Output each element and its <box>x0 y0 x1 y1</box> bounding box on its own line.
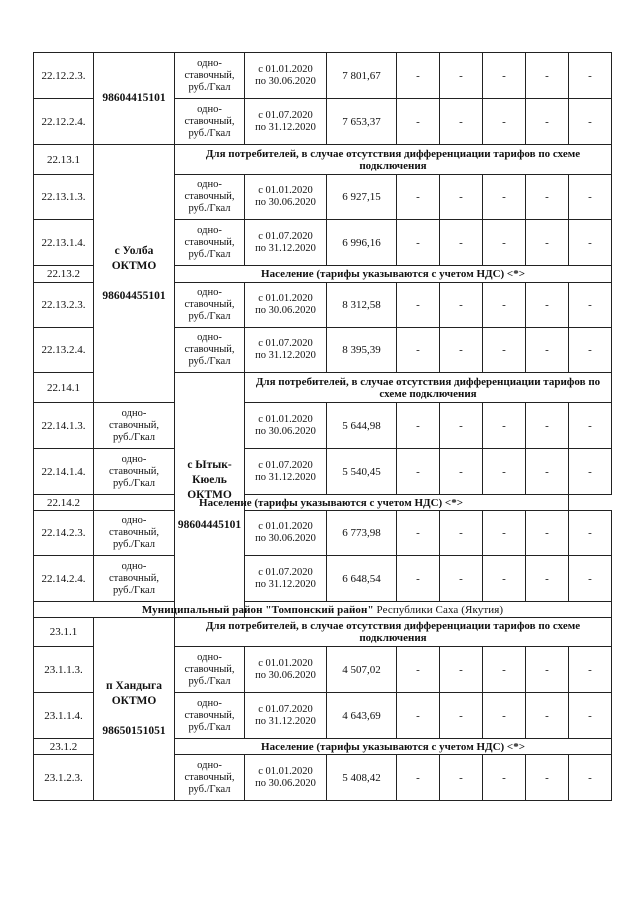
tariff-value: 6 996,16 <box>327 220 397 266</box>
unit-cell-line: руб./Гкал <box>188 675 231 687</box>
period-cell-line: с 01.01.2020 <box>258 657 313 669</box>
unit-cell <box>94 511 175 556</box>
unit-cell-line: ставочный, <box>184 69 235 81</box>
period-cell-line: с 01.07.2020 <box>258 703 313 715</box>
tariff-table-body <box>34 53 612 801</box>
row-code: 22.12.2.3. <box>34 53 94 99</box>
empty-dash-cell: - <box>483 556 526 602</box>
period-cell <box>245 220 327 266</box>
tariff-value: 6 648,54 <box>327 556 397 602</box>
period-cell-line: по 30.06.2020 <box>255 75 316 87</box>
tariff-value: 6 927,15 <box>327 175 397 220</box>
empty-dash-cell: - <box>483 755 526 801</box>
empty-dash-cell: - <box>440 220 483 266</box>
empty-dash-cell: - <box>526 328 569 373</box>
empty-dash-cell: - <box>526 511 569 556</box>
settlement-cell-line: 98604455101 <box>102 289 166 302</box>
empty-dash-cell: - <box>397 175 440 220</box>
empty-dash-cell: - <box>440 647 483 693</box>
period-cell <box>245 403 327 449</box>
period-cell <box>245 53 327 99</box>
table-row <box>34 511 612 556</box>
settlement-cell-line <box>96 274 172 289</box>
period-cell-line: по 31.12.2020 <box>255 242 316 254</box>
empty-dash-cell: - <box>440 99 483 145</box>
period-cell-line: с 01.07.2020 <box>258 230 313 242</box>
empty-dash-cell: - <box>526 556 569 602</box>
row-code: 22.14.2.3. <box>34 511 94 556</box>
unit-cell-line: руб./Гкал <box>188 311 231 322</box>
empty-dash-cell: - <box>483 220 526 266</box>
period-cell <box>245 556 327 602</box>
settlement-cell-line: 98650151051 <box>102 725 166 737</box>
unit-cell <box>175 693 245 739</box>
unit-cell <box>94 556 175 602</box>
period-cell <box>245 755 327 801</box>
unit-cell-line: одно- <box>197 287 222 298</box>
municipal-district-name: Муниципальный район "Томпонский район" <box>141 603 374 616</box>
empty-dash-cell: - <box>397 99 440 145</box>
group-header: Для потребителей, в случае отсутствия дифференциации тарифов по схеме подключения <box>245 373 612 403</box>
period-cell-line: по 31.12.2020 <box>255 350 316 361</box>
settlement-cell-line: Кюель <box>192 473 227 486</box>
period-cell-line: по 31.12.2020 <box>255 471 316 483</box>
empty-dash-cell: - <box>526 175 569 220</box>
row-code: 23.1.1 <box>34 618 94 647</box>
empty-dash-cell: - <box>397 403 440 449</box>
unit-cell-line: ставочный, <box>184 236 235 248</box>
empty-dash-cell: - <box>483 99 526 145</box>
unit-cell-line: одно- <box>197 57 222 69</box>
empty-dash-cell: - <box>569 175 612 220</box>
empty-dash-cell: - <box>483 511 526 556</box>
empty-dash-cell: - <box>440 449 483 495</box>
empty-dash-cell: - <box>397 755 440 801</box>
period-cell <box>245 449 327 495</box>
settlement-cell-line: ОКТМО <box>187 488 232 501</box>
empty-dash-cell: - <box>440 53 483 99</box>
unit-cell <box>175 99 245 145</box>
empty-dash-cell: - <box>440 693 483 739</box>
municipal-region-name: Республики Саха (Якутия) <box>373 603 504 616</box>
settlement-cell-line: 98604445101 <box>177 518 242 531</box>
period-cell-line: с 01.07.2020 <box>258 566 313 578</box>
empty-dash-cell: - <box>569 328 612 373</box>
empty-dash-cell: - <box>483 403 526 449</box>
period-cell-line: с 01.01.2020 <box>258 413 313 425</box>
empty-dash-cell: - <box>397 283 440 328</box>
group-header: Для потребителей, в случае отсутствия дифференциации тарифов по схеме подключения <box>175 145 612 175</box>
period-cell <box>245 647 327 693</box>
empty-dash-cell: - <box>569 556 612 602</box>
unit-cell-line: ставочный, <box>108 419 160 431</box>
empty-dash-cell: - <box>526 53 569 99</box>
row-code: 22.12.2.4. <box>34 99 94 145</box>
settlement-cell-line <box>96 709 172 724</box>
tariff-table <box>33 52 612 801</box>
unit-cell-line: руб./Гкал <box>112 431 156 443</box>
row-code: 22.14.2.4. <box>34 556 94 602</box>
unit-cell <box>175 175 245 220</box>
unit-cell <box>94 403 175 449</box>
unit-cell-line: одно- <box>197 332 222 343</box>
row-code: 22.13.1 <box>34 145 94 175</box>
unit-cell-line: руб./Гкал <box>188 721 231 733</box>
tariff-value: 7 653,37 <box>327 99 397 145</box>
empty-dash-cell: - <box>569 647 612 693</box>
row-code: 22.14.1 <box>34 373 94 403</box>
unit-cell-line: одно- <box>197 651 222 663</box>
tariff-value: 5 644,98 <box>327 403 397 449</box>
unit-cell-line: ставочный, <box>184 709 235 721</box>
unit-cell <box>175 328 245 373</box>
unit-cell-line: одно- <box>121 560 147 572</box>
unit-cell-line: ставочный, <box>108 572 160 584</box>
unit-cell-line: руб./Гкал <box>112 539 156 550</box>
empty-dash-cell: - <box>569 283 612 328</box>
row-code: 23.1.1.3. <box>34 647 94 693</box>
unit-cell-line: одно- <box>121 515 147 526</box>
row-code: 22.13.2.3. <box>34 283 94 328</box>
tariff-value: 4 507,02 <box>327 647 397 693</box>
settlement-cell-line: с Ытык- <box>187 458 232 471</box>
empty-dash-cell: - <box>397 647 440 693</box>
table-row <box>34 602 612 618</box>
empty-dash-cell: - <box>526 647 569 693</box>
unit-cell <box>175 220 245 266</box>
empty-dash-cell: - <box>397 556 440 602</box>
empty-dash-cell: - <box>397 220 440 266</box>
empty-dash-cell: - <box>526 283 569 328</box>
settlement-cell-line: ОКТМО <box>111 695 157 707</box>
empty-dash-cell: - <box>483 283 526 328</box>
period-cell-line: по 31.12.2020 <box>255 121 316 133</box>
table-row <box>34 53 612 99</box>
period-cell <box>245 511 327 556</box>
empty-dash-cell: - <box>569 511 612 556</box>
unit-cell-line: ставочный, <box>184 771 235 783</box>
table-row <box>34 495 612 511</box>
unit-cell-line: ставочный, <box>108 465 160 477</box>
period-cell <box>245 283 327 328</box>
empty-dash-cell: - <box>397 53 440 99</box>
period-cell-line: по 30.06.2020 <box>255 425 316 437</box>
row-code: 22.13.1.3. <box>34 175 94 220</box>
table-row <box>34 145 612 175</box>
unit-cell-line: одно- <box>197 697 222 709</box>
unit-cell-line: руб./Гкал <box>112 477 156 489</box>
empty-dash-cell: - <box>526 220 569 266</box>
period-cell-line: с 01.07.2020 <box>258 109 313 121</box>
settlement-cell-line: п Хандыга <box>106 680 162 692</box>
table-row <box>34 618 612 647</box>
row-code: 22.13.2.4. <box>34 328 94 373</box>
empty-dash-cell: - <box>483 449 526 495</box>
unit-cell-line: руб./Гкал <box>112 584 156 596</box>
unit-cell-line: ставочный, <box>184 344 235 355</box>
period-cell-line: по 31.12.2020 <box>255 715 316 727</box>
group-header: Население (тарифы указываются с учетом НДС) <*> <box>94 495 569 511</box>
period-cell-line: с 01.07.2020 <box>258 338 313 349</box>
period-cell-line: по 30.06.2020 <box>255 305 316 316</box>
empty-dash-cell: - <box>483 647 526 693</box>
empty-dash-cell: - <box>440 556 483 602</box>
unit-cell <box>175 53 245 99</box>
unit-cell-line: руб./Гкал <box>188 203 231 214</box>
group-header: Население (тарифы указываются с учетом НДС) <*> <box>175 739 612 755</box>
row-code: 22.14.2 <box>34 495 94 511</box>
empty-dash-cell: - <box>440 511 483 556</box>
unit-cell-line: ставочный, <box>108 527 160 538</box>
unit-cell-line: ставочный, <box>184 115 235 127</box>
row-code: 22.14.1.4. <box>34 449 94 495</box>
table-row <box>34 403 612 449</box>
tariff-value: 5 408,42 <box>327 755 397 801</box>
unit-cell <box>175 647 245 693</box>
empty-dash-cell: - <box>526 449 569 495</box>
period-cell-line: по 31.12.2020 <box>255 578 316 590</box>
empty-dash-cell: - <box>483 693 526 739</box>
empty-dash-cell: - <box>526 755 569 801</box>
period-cell <box>245 693 327 739</box>
period-cell-line: с 01.01.2020 <box>258 521 313 532</box>
empty-dash-cell: - <box>569 755 612 801</box>
unit-cell <box>175 755 245 801</box>
period-cell <box>245 328 327 373</box>
empty-dash-cell: - <box>440 175 483 220</box>
period-cell-line: по 30.06.2020 <box>255 777 316 789</box>
table-row <box>34 556 612 602</box>
unit-cell-line: одно- <box>197 179 222 190</box>
empty-dash-cell: - <box>569 220 612 266</box>
empty-dash-cell: - <box>483 175 526 220</box>
unit-cell-line: одно- <box>197 103 222 115</box>
unit-cell <box>175 283 245 328</box>
empty-dash-cell: - <box>569 403 612 449</box>
unit-cell-line: ставочный, <box>184 191 235 202</box>
empty-dash-cell: - <box>440 328 483 373</box>
empty-dash-cell: - <box>440 283 483 328</box>
empty-dash-cell: - <box>569 99 612 145</box>
period-cell <box>245 175 327 220</box>
empty-dash-cell: - <box>440 403 483 449</box>
row-code: 23.1.1.4. <box>34 693 94 739</box>
period-cell-line: с 01.01.2020 <box>258 765 313 777</box>
period-cell-line: по 30.06.2020 <box>255 197 316 208</box>
tariff-value: 4 643,69 <box>327 693 397 739</box>
empty-dash-cell: - <box>526 403 569 449</box>
period-cell <box>245 99 327 145</box>
tariff-value: 7 801,67 <box>327 53 397 99</box>
empty-dash-cell: - <box>483 53 526 99</box>
row-code: 22.14.1.3. <box>34 403 94 449</box>
group-header: Для потребителей, в случае отсутствия дифференциации тарифов по схеме подключения <box>175 618 612 647</box>
empty-dash-cell: - <box>526 693 569 739</box>
table-row <box>34 449 612 495</box>
unit-cell-line: одно- <box>197 759 222 771</box>
empty-dash-cell: - <box>397 328 440 373</box>
empty-dash-cell: - <box>483 328 526 373</box>
period-cell-line: с 01.01.2020 <box>258 63 313 75</box>
unit-cell-line: одно- <box>121 453 147 465</box>
unit-cell-line: руб./Гкал <box>188 783 231 795</box>
unit-cell <box>94 449 175 495</box>
empty-dash-cell: - <box>526 99 569 145</box>
empty-dash-cell: - <box>569 449 612 495</box>
unit-cell-line: одно- <box>121 407 147 419</box>
settlement-cell <box>94 618 175 801</box>
row-code: 23.1.2 <box>34 739 94 755</box>
period-cell-line: по 30.06.2020 <box>255 533 316 544</box>
row-code: 22.13.2 <box>34 266 94 283</box>
unit-cell-line: руб./Гкал <box>188 356 231 367</box>
unit-cell-line: руб./Гкал <box>188 81 231 93</box>
period-cell-line: по 30.06.2020 <box>255 669 316 681</box>
tariff-value: 8 395,39 <box>327 328 397 373</box>
group-header: Население (тарифы указываются с учетом НДС) <*> <box>175 266 612 283</box>
tariff-value: 8 312,58 <box>327 283 397 328</box>
empty-dash-cell: - <box>397 693 440 739</box>
period-cell-line: с 01.01.2020 <box>258 185 313 196</box>
unit-cell-line: руб./Гкал <box>188 248 231 260</box>
tariff-value: 5 540,45 <box>327 449 397 495</box>
empty-dash-cell: - <box>397 449 440 495</box>
period-cell-line: с 01.01.2020 <box>258 293 313 304</box>
unit-cell-line: ставочный, <box>184 299 235 310</box>
unit-cell-line: руб./Гкал <box>188 127 231 139</box>
row-code: 23.1.2.3. <box>34 755 94 801</box>
tariff-value: 6 773,98 <box>327 511 397 556</box>
row-code: 22.13.1.4. <box>34 220 94 266</box>
settlement-cell <box>94 145 175 403</box>
empty-dash-cell: - <box>397 511 440 556</box>
settlement-cell <box>94 53 175 145</box>
settlement-cell-line: 98604415101 <box>102 92 166 104</box>
municipal-district-header <box>34 602 612 618</box>
unit-cell-line: ставочный, <box>184 663 235 675</box>
period-cell-line: с 01.07.2020 <box>258 459 313 471</box>
empty-dash-cell: - <box>569 53 612 99</box>
empty-dash-cell: - <box>569 693 612 739</box>
settlement-cell-line: с Уолба <box>114 244 154 257</box>
settlement-cell-line: ОКТМО <box>111 259 157 272</box>
unit-cell-line: одно- <box>197 224 222 236</box>
empty-dash-cell: - <box>440 755 483 801</box>
